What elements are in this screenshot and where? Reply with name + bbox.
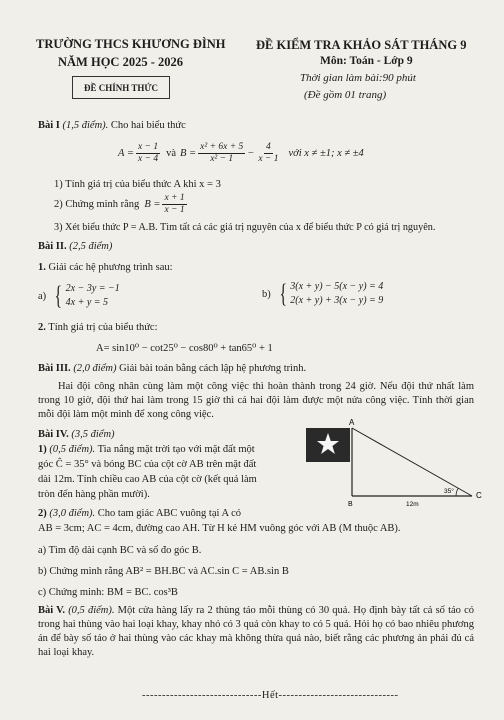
expr-b-fraction1 [198, 142, 245, 165]
bai2-title: Bài II. [38, 241, 67, 252]
system-a [38, 282, 120, 310]
label-a: A [349, 418, 355, 427]
label-length: 12m [406, 501, 419, 508]
system-b [262, 280, 383, 308]
bai4-q2-line1 [38, 508, 241, 519]
label-b: B [348, 501, 353, 508]
school-name: TRƯỜNG THCS KHƯƠNG ĐÌNH [36, 37, 226, 51]
expr-b-num2: 4 [266, 142, 271, 152]
bai1-q3: 3) Xét biểu thức P = A.B. Tìm tất cả các giá trị nguyên của x để biểu thức P có giá trị nguyên. [54, 222, 436, 233]
bai3-intro: Giải bài toán bằng cách lập hệ phương trình. [116, 363, 307, 374]
exam-pages: (Đề gồm 01 trang) [304, 89, 387, 101]
bai4-qa: a) Tìm độ dài cạnh BC và số đo góc B. [38, 545, 202, 556]
bai5-paragraph [38, 604, 474, 660]
expr-b-den2: x − 1 [258, 154, 279, 164]
system-b-label: b) [262, 288, 271, 300]
bai1-title: Bài I [38, 120, 60, 131]
bai2-q1 [38, 262, 173, 273]
exam-subject: Môn: Toán - Lớp 9 [320, 55, 413, 67]
system-a-eq1: 2x − 3y = −1 [65, 283, 120, 294]
system-a-eq2: 4x + y = 5 [65, 297, 109, 308]
bai4-q1-label: 1) [38, 444, 47, 455]
system-b-brace: { [279, 279, 287, 308]
official-label: ĐỀ CHÍNH THỨC [83, 82, 158, 93]
expr-a-den: x − 4 [137, 154, 159, 164]
bai4-q1-line3: dài 12m. Tính chiều cao AB của cột cờ (kết quả làm [38, 474, 257, 485]
bai4-q2-points: (3,0 điểm). [49, 508, 96, 519]
expr-a-fraction [136, 142, 160, 165]
bai1-expressions [118, 142, 364, 165]
bai4-qb: b) Chứng minh rằng AB² = BH.BC và AC.sin C = AB.sin B [38, 566, 289, 577]
system-a-brace: { [54, 281, 63, 310]
expr-a-lhs: A = [118, 148, 134, 159]
exam-title: ĐỀ KIỂM TRA KHẢO SÁT THÁNG 9 [256, 38, 467, 52]
bai4-heading [38, 429, 115, 440]
system-b-equations [277, 280, 384, 308]
expr-b-num1: x² + 6x + 5 [200, 142, 244, 152]
expr-b-fraction2 [256, 142, 280, 165]
trig-expression: A= sin10⁰ − cot25⁰ − cos80⁰ + tan65⁰ + 1 [96, 343, 273, 354]
bai3-heading [38, 363, 306, 374]
bai1-q2-num: x + 1 [164, 193, 185, 203]
bai4-q1-line2: góc Ĉ = 35° và bóng BC của cột cờ AB trên mặt đất [38, 459, 257, 470]
bai4-q2-label: 2) [38, 508, 47, 519]
bai5-points: (0,5 điểm). [68, 605, 115, 616]
bai5-title: Bài V. [38, 605, 66, 616]
expr-a-num: x − 1 [137, 142, 159, 152]
label-c: C [476, 491, 482, 500]
bai1-points: (1,5 điểm). [62, 120, 109, 131]
bai1-q2-lhs: B = [144, 199, 161, 210]
minus-sign: − [247, 148, 255, 159]
bai4-q2-text1: Cho tam giác ABC vuông tại A có [95, 508, 241, 519]
bai3-points: (2,0 điểm) [73, 363, 117, 374]
bai1-q2 [54, 193, 189, 216]
condition-text: với x ≠ ±1; x ≠ ±4 [288, 148, 364, 159]
system-b-eq1: 3(x + y) − 5(x − y) = 4 [290, 281, 384, 292]
bai2-q1-text: Giải các hệ phương trình sau: [45, 262, 173, 273]
bai4-q1-text1: Tia nắng mặt trời tạo với mặt đất một [95, 444, 255, 455]
bai3-title: Bài III. [38, 363, 71, 374]
bai4-q1-points: (0,5 điểm). [49, 444, 96, 455]
system-a-label: a) [38, 290, 47, 302]
flagpole-figure [296, 418, 492, 508]
end-marker: ------------------------------Hết------------------------------ [142, 690, 399, 701]
expr-b-den1: x² − 1 [210, 154, 234, 164]
bai4-title: Bài IV. [38, 429, 69, 440]
official-stamp-box [72, 76, 170, 99]
bai1-heading [38, 120, 186, 131]
bai4-q2-line2: AB = 3cm; AC = 4cm, đường cao AH. Từ H kẻ HM vuông góc với AB (M thuộc AB). [38, 523, 401, 534]
bai4-q1-line1 [38, 444, 255, 455]
system-b-eq2: 2(x + y) + 3(x − y) = 9 [290, 295, 384, 306]
expr-b-lhs: B = [180, 148, 197, 159]
bai2-points: (2,5 điểm) [69, 241, 113, 252]
bai1-q1: 1) Tính giá trị của biểu thức A khi x = 3 [54, 179, 221, 190]
bai2-q1-num: 1. [38, 262, 46, 273]
bai1-q2-fraction [162, 193, 186, 216]
exam-time: Thời gian làm bài:90 phút [300, 72, 416, 84]
bai4-qc: c) Chứng minh: BM = BC. cos³B [38, 587, 178, 598]
bai1-q2-den: x − 1 [164, 205, 185, 215]
bai2-q2-text: Tính giá trị của biểu thức: [45, 322, 158, 333]
school-year: NĂM HỌC 2025 - 2026 [58, 55, 183, 69]
bai2-q2 [38, 322, 158, 333]
bai5-text: Một cửa hàng lấy ra 2 thùng táo mỗi thùng có 30 quả. Họ định bày tất cả số táo có trong hai thùng vào hai loại khay, khay nhỏ có 3 quả còn khay to có 5 quả. Hỏi họ có bao nhiêu phương án để bày số táo ở hai thùng vào các khay mà không thừa quả nào, biết rằng các phương án phải đủ cả hai loại khay. [38, 605, 475, 658]
angle-arc [456, 488, 458, 496]
bai1-q2-text: 2) Chứng minh rằng [54, 199, 140, 210]
label-angle: 35° [444, 488, 454, 495]
bai3-text: Hai đội công nhân cùng làm một công việc thì hoàn thành trong 24 giờ. Nếu đội thứ nhất làm trong 10 giờ, đội thứ hai làm trong 15 giờ thì cả hai đội làm được một nửa công việc. Tính thời gian mỗi đội làm một mình để xong công việc. [38, 381, 474, 420]
bai2-q2-num: 2. [38, 322, 46, 333]
bai1-intro: Cho hai biểu thức [108, 120, 186, 131]
bai2-heading [38, 241, 112, 252]
bai4-points: (3,5 điểm) [71, 429, 115, 440]
bai4-q1-line4: tròn đến hàng phần mười). [38, 489, 150, 500]
system-a-equations [52, 282, 120, 310]
sunray-line [352, 428, 472, 496]
and-word: và [166, 148, 176, 159]
